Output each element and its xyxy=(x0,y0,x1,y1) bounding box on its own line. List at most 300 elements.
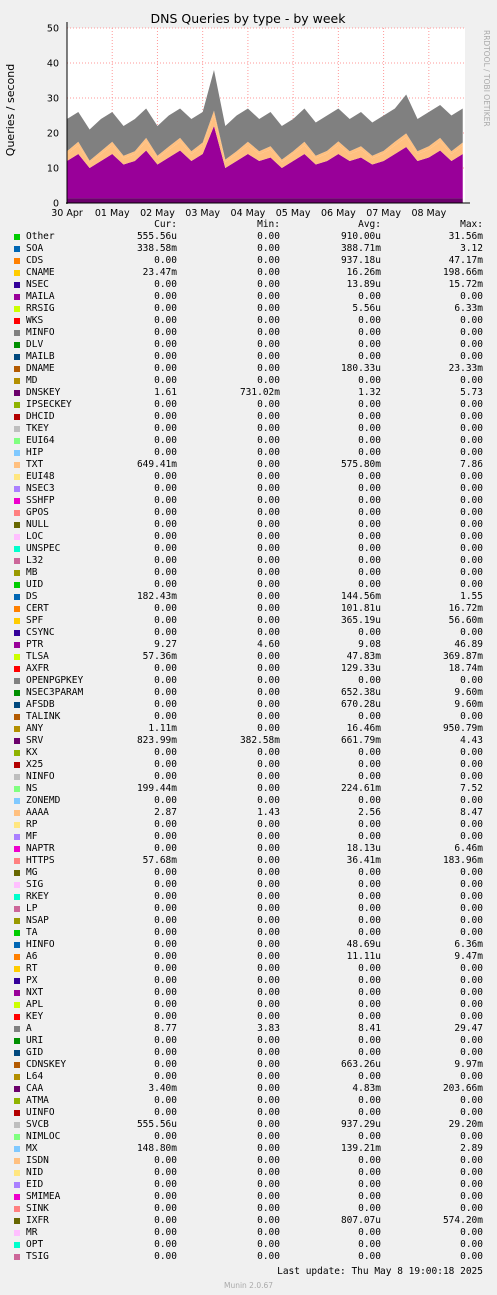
legend-cur: 0.00 xyxy=(154,771,177,782)
legend-row-talink xyxy=(0,711,497,723)
y-tick-label-5: 50 xyxy=(46,23,59,35)
legend-swatch xyxy=(14,858,20,864)
legend-swatch xyxy=(14,918,20,924)
legend-avg: 2.56 xyxy=(358,807,381,818)
y-axis-label: Queries / second xyxy=(4,63,17,157)
legend-avg: 0.00 xyxy=(358,423,381,434)
legend-min: 0.00 xyxy=(257,1071,280,1082)
legend-row-nsec3param xyxy=(0,687,497,699)
legend-cur: 0.00 xyxy=(154,555,177,566)
legend-cur: 0.00 xyxy=(154,963,177,974)
legend-swatch xyxy=(14,1002,20,1008)
legend-min: 0.00 xyxy=(257,831,280,842)
legend-min: 0.00 xyxy=(257,471,280,482)
legend-avg: 47.83m xyxy=(346,651,381,662)
legend-row-smimea xyxy=(0,1191,497,1203)
legend-min: 0.00 xyxy=(257,255,280,266)
legend-avg: 36.41m xyxy=(346,855,381,866)
legend-name: CAA xyxy=(26,1083,44,1094)
legend-name: EUI48 xyxy=(26,471,55,482)
legend-cur: 0.00 xyxy=(154,327,177,338)
legend-avg: 0.00 xyxy=(358,519,381,530)
legend-min: 0.00 xyxy=(257,1035,280,1046)
legend-row-eui48 xyxy=(0,471,497,483)
legend-max: 0.00 xyxy=(460,831,483,842)
legend-row-unspec xyxy=(0,543,497,555)
legend-row-ds xyxy=(0,591,497,603)
legend-min: 0.00 xyxy=(257,567,280,578)
legend-max: 7.52 xyxy=(460,783,483,794)
legend-row-hinfo xyxy=(0,939,497,951)
legend-swatch xyxy=(14,1122,20,1128)
legend-avg: 0.00 xyxy=(358,1047,381,1058)
legend-max: 0.00 xyxy=(460,351,483,362)
legend-swatch xyxy=(14,834,20,840)
legend-min: 4.60 xyxy=(257,639,280,650)
legend-max: 0.00 xyxy=(460,627,483,638)
x-tick-label-2: 02 May xyxy=(140,208,175,219)
legend-cur: 57.68m xyxy=(142,855,177,866)
legend-name: CERT xyxy=(26,603,49,614)
legend-cur: 0.00 xyxy=(154,423,177,434)
legend-swatch xyxy=(14,234,20,240)
legend-max: 0.00 xyxy=(460,879,483,890)
legend-row-ptr xyxy=(0,639,497,651)
munin-version: Munin 2.0.67 xyxy=(223,1281,274,1290)
legend-avg: 0.00 xyxy=(358,507,381,518)
legend-name: CDS xyxy=(26,255,44,266)
legend-row-md xyxy=(0,375,497,387)
legend-name: URI xyxy=(26,1035,44,1046)
legend-row-dlv xyxy=(0,339,497,351)
legend-max: 0.00 xyxy=(460,1011,483,1022)
legend-min: 0.00 xyxy=(257,1131,280,1142)
legend-row-key xyxy=(0,1011,497,1023)
x-tick-label-1: 01 May xyxy=(94,208,130,219)
legend-min: 0.00 xyxy=(257,1059,280,1070)
legend-min: 0.00 xyxy=(257,1179,280,1190)
legend-max: 9.60m xyxy=(454,699,483,710)
legend-max: 2.89 xyxy=(460,1143,483,1154)
legend-max: 56.60m xyxy=(448,615,483,626)
legend-max: 0.00 xyxy=(460,1095,483,1106)
legend-row-cdnskey xyxy=(0,1059,497,1071)
legend-cur: 0.00 xyxy=(154,903,177,914)
legend-max: 0.00 xyxy=(460,1191,483,1202)
legend-row-nxt xyxy=(0,987,497,999)
legend-cur: 182.43m xyxy=(136,591,177,602)
legend-name: NINFO xyxy=(26,771,55,782)
legend-avg: 0.00 xyxy=(358,1203,381,1214)
legend-max: 0.00 xyxy=(460,543,483,554)
legend-swatch xyxy=(14,1230,20,1236)
legend-max: 3.12 xyxy=(460,243,483,254)
legend-row-rkey xyxy=(0,891,497,903)
legend-cur: 0.00 xyxy=(154,1215,177,1226)
legend-cur: 0.00 xyxy=(154,999,177,1010)
legend-row-mailb xyxy=(0,351,497,363)
legend-cur: 0.00 xyxy=(154,1179,177,1190)
legend-row-afsdb xyxy=(0,699,497,711)
legend-swatch xyxy=(14,450,20,456)
legend-row-mg xyxy=(0,867,497,879)
legend-row-cname xyxy=(0,267,497,279)
legend-cur: 0.00 xyxy=(154,1011,177,1022)
legend-name: DS xyxy=(26,591,38,602)
legend-min: 0.00 xyxy=(257,327,280,338)
legend-cur: 823.99m xyxy=(136,735,177,746)
legend-cur: 0.00 xyxy=(154,795,177,806)
legend-min: 0.00 xyxy=(257,315,280,326)
legend-max: 0.00 xyxy=(460,339,483,350)
legend-name: OPT xyxy=(26,1239,44,1250)
legend-cur: 0.00 xyxy=(154,363,177,374)
legend-max: 0.00 xyxy=(460,903,483,914)
legend-name: TALINK xyxy=(26,711,61,722)
legend-avg: 0.00 xyxy=(358,1011,381,1022)
legend-row-ta xyxy=(0,927,497,939)
legend-max: 0.00 xyxy=(460,495,483,506)
legend-max: 0.00 xyxy=(460,819,483,830)
legend-name: X25 xyxy=(26,759,44,770)
legend-name: RT xyxy=(26,963,38,974)
legend-name: MINFO xyxy=(26,327,55,338)
legend-swatch xyxy=(14,810,20,816)
legend-row-aaaa xyxy=(0,807,497,819)
legend-swatch xyxy=(14,462,20,468)
y-tick-label-0: 0 xyxy=(52,198,59,210)
legend-max: 0.00 xyxy=(460,555,483,566)
legend-cur: 0.00 xyxy=(154,711,177,722)
legend-cur: 0.00 xyxy=(154,915,177,926)
legend-swatch xyxy=(14,294,20,300)
legend-max: 7.86 xyxy=(460,459,483,470)
legend-row-lp xyxy=(0,903,497,915)
legend-avg: 937.18u xyxy=(340,255,381,266)
legend-cur: 0.00 xyxy=(154,507,177,518)
legend-avg: 13.89u xyxy=(346,279,381,290)
legend-avg: 652.38u xyxy=(340,687,381,698)
legend-row-atma xyxy=(0,1095,497,1107)
legend-min: 0.00 xyxy=(257,759,280,770)
legend-swatch xyxy=(14,582,20,588)
legend-swatch xyxy=(14,702,20,708)
legend-avg: 0.00 xyxy=(358,471,381,482)
legend-cur: 0.00 xyxy=(154,447,177,458)
legend-avg: 0.00 xyxy=(358,555,381,566)
legend-min: 0.00 xyxy=(257,1107,280,1118)
legend-cur: 0.00 xyxy=(154,351,177,362)
legend-cur: 0.00 xyxy=(154,1131,177,1142)
legend-max: 0.00 xyxy=(460,375,483,386)
legend-name: A xyxy=(26,1023,32,1034)
legend-avg: 0.00 xyxy=(358,327,381,338)
legend-name: NID xyxy=(26,1167,44,1178)
legend-swatch xyxy=(14,414,20,420)
legend-avg: 910.00u xyxy=(340,231,381,242)
legend-swatch xyxy=(14,1026,20,1032)
x-tick-label-0: 30 Apr xyxy=(51,208,83,219)
legend-min: 0.00 xyxy=(257,375,280,386)
legend-row-ixfr xyxy=(0,1215,497,1227)
legend-min: 0.00 xyxy=(257,699,280,710)
legend-max: 0.00 xyxy=(460,1167,483,1178)
legend-name: GID xyxy=(26,1047,44,1058)
legend xyxy=(0,219,497,1263)
legend-row-eid xyxy=(0,1179,497,1191)
legend-swatch xyxy=(14,1086,20,1092)
legend-avg: 0.00 xyxy=(358,483,381,494)
legend-avg: 0.00 xyxy=(358,831,381,842)
legend-cur: 0.00 xyxy=(154,939,177,950)
legend-row-rp xyxy=(0,819,497,831)
legend-swatch xyxy=(14,558,20,564)
legend-row-zonemd xyxy=(0,795,497,807)
legend-max: 0.00 xyxy=(460,1131,483,1142)
legend-name: L64 xyxy=(26,1071,44,1082)
legend-name: CNAME xyxy=(26,267,55,278)
legend-avg: 0.00 xyxy=(358,1191,381,1202)
legend-min: 0.00 xyxy=(257,771,280,782)
legend-max: 0.00 xyxy=(460,975,483,986)
legend-avg: 0.00 xyxy=(358,627,381,638)
legend-avg: 0.00 xyxy=(358,759,381,770)
legend-avg: 0.00 xyxy=(358,351,381,362)
legend-max: 9.97m xyxy=(454,1059,483,1070)
legend-row-nsec3 xyxy=(0,483,497,495)
legend-row-tsig xyxy=(0,1251,497,1263)
legend-avg: 670.28u xyxy=(340,699,381,710)
legend-max: 0.00 xyxy=(460,867,483,878)
legend-name: LP xyxy=(26,903,38,914)
legend-swatch xyxy=(14,774,20,780)
legend-min: 0.00 xyxy=(257,339,280,350)
legend-name: RRSIG xyxy=(26,303,55,314)
legend-swatch xyxy=(14,1206,20,1212)
legend-name: ATMA xyxy=(26,1095,49,1106)
legend-min: 0.00 xyxy=(257,1239,280,1250)
legend-name: MR xyxy=(26,1227,38,1238)
legend-avg: 0.00 xyxy=(358,531,381,542)
legend-name: MX xyxy=(26,1143,38,1154)
header-max: Max: xyxy=(460,219,483,230)
legend-row-openpgpkey xyxy=(0,675,497,687)
legend-name: RP xyxy=(26,819,38,830)
legend-max: 0.00 xyxy=(460,1203,483,1214)
legend-min: 0.00 xyxy=(257,975,280,986)
legend-swatch xyxy=(14,1110,20,1116)
legend-cur: 199.44m xyxy=(136,783,177,794)
legend-cur: 555.56u xyxy=(136,1119,177,1130)
legend-min: 0.00 xyxy=(257,687,280,698)
legend-swatch xyxy=(14,930,20,936)
legend-swatch xyxy=(14,1218,20,1224)
legend-name: SVCB xyxy=(26,1119,49,1130)
y-tick-label-2: 20 xyxy=(46,128,59,140)
legend-avg: 1.32 xyxy=(358,387,381,398)
x-ticks xyxy=(51,208,446,219)
legend-max: 9.47m xyxy=(454,951,483,962)
legend-row-uinfo xyxy=(0,1107,497,1119)
legend-cur: 0.00 xyxy=(154,603,177,614)
legend-row-csync xyxy=(0,627,497,639)
legend-min: 0.00 xyxy=(257,867,280,878)
legend-min: 0.00 xyxy=(257,1191,280,1202)
legend-name: NSEC3 xyxy=(26,483,55,494)
legend-cur: 338.58m xyxy=(136,243,177,254)
legend-max: 16.72m xyxy=(448,603,483,614)
legend-swatch xyxy=(14,846,20,852)
legend-min: 382.58m xyxy=(239,735,280,746)
legend-cur: 0.00 xyxy=(154,291,177,302)
legend-swatch xyxy=(14,270,20,276)
legend-max: 0.00 xyxy=(460,1239,483,1250)
legend-cur: 0.00 xyxy=(154,1239,177,1250)
legend-cur: 0.00 xyxy=(154,579,177,590)
legend-row-tlsa xyxy=(0,651,497,663)
legend-name: DHCID xyxy=(26,411,55,422)
legend-name: NXT xyxy=(26,987,44,998)
legend-cur: 0.00 xyxy=(154,315,177,326)
y-tick-label-4: 40 xyxy=(46,58,59,70)
legend-cur: 649.41m xyxy=(136,459,177,470)
legend-max: 183.96m xyxy=(442,855,483,866)
legend-max: 6.33m xyxy=(454,303,483,314)
legend-max: 0.00 xyxy=(460,927,483,938)
legend-max: 0.00 xyxy=(460,1227,483,1238)
x-tick-label-4: 04 May xyxy=(230,208,266,219)
legend-min: 0.00 xyxy=(257,411,280,422)
legend-avg: 663.26u xyxy=(340,1059,381,1070)
legend-swatch xyxy=(14,1134,20,1140)
legend-min: 0.00 xyxy=(257,987,280,998)
legend-avg: 0.00 xyxy=(358,399,381,410)
legend-name: NSEC xyxy=(26,279,49,290)
legend-row-mb xyxy=(0,567,497,579)
legend-min: 0.00 xyxy=(257,675,280,686)
legend-min: 0.00 xyxy=(257,243,280,254)
legend-row-https xyxy=(0,855,497,867)
legend-avg: 0.00 xyxy=(358,1035,381,1046)
legend-cur: 0.00 xyxy=(154,879,177,890)
legend-swatch xyxy=(14,438,20,444)
legend-min: 0.00 xyxy=(257,939,280,950)
legend-cur: 8.77 xyxy=(154,1023,177,1034)
legend-swatch xyxy=(14,342,20,348)
legend-avg: 0.00 xyxy=(358,411,381,422)
legend-name: CDNSKEY xyxy=(26,1059,67,1070)
legend-swatch xyxy=(14,534,20,540)
legend-avg: 0.00 xyxy=(358,375,381,386)
legend-row-px xyxy=(0,975,497,987)
legend-swatch xyxy=(14,714,20,720)
legend-row-svcb xyxy=(0,1119,497,1131)
legend-name: SRV xyxy=(26,735,44,746)
legend-max: 0.00 xyxy=(460,519,483,530)
legend-max: 574.20m xyxy=(442,1215,483,1226)
y-tick-label-1: 10 xyxy=(46,163,59,175)
legend-row-uid xyxy=(0,579,497,591)
legend-name: EID xyxy=(26,1179,44,1190)
legend-avg: 8.41 xyxy=(358,1023,381,1034)
legend-avg: 11.11u xyxy=(346,951,381,962)
legend-name: SIG xyxy=(26,879,44,890)
legend-avg: 16.46m xyxy=(346,723,381,734)
legend-name: RKEY xyxy=(26,891,49,902)
legend-swatch xyxy=(14,1170,20,1176)
legend-name: MF xyxy=(26,831,38,842)
legend-cur: 0.00 xyxy=(154,519,177,530)
legend-name: DLV xyxy=(26,339,44,350)
legend-cur: 0.00 xyxy=(154,255,177,266)
legend-swatch xyxy=(14,966,20,972)
legend-row-nsap xyxy=(0,915,497,927)
legend-min: 0.00 xyxy=(257,915,280,926)
legend-max: 0.00 xyxy=(460,795,483,806)
legend-row-dname xyxy=(0,363,497,375)
legend-avg: 0.00 xyxy=(358,543,381,554)
legend-avg: 0.00 xyxy=(358,819,381,830)
legend-avg: 18.13u xyxy=(346,843,381,854)
legend-min: 0.00 xyxy=(257,531,280,542)
legend-cur: 1.11m xyxy=(148,723,177,734)
legend-cur: 0.00 xyxy=(154,543,177,554)
legend-cur: 0.00 xyxy=(154,1035,177,1046)
legend-row-ninfo xyxy=(0,771,497,783)
legend-avg: 0.00 xyxy=(358,495,381,506)
legend-max: 0.00 xyxy=(460,759,483,770)
legend-max: 0.00 xyxy=(460,567,483,578)
legend-avg: 0.00 xyxy=(358,867,381,878)
legend-min: 0.00 xyxy=(257,903,280,914)
legend-max: 198.66m xyxy=(442,267,483,278)
legend-swatch xyxy=(14,570,20,576)
legend-min: 0.00 xyxy=(257,891,280,902)
legend-min: 0.00 xyxy=(257,303,280,314)
legend-avg: 0.00 xyxy=(358,1179,381,1190)
legend-avg: 180.33u xyxy=(340,363,381,374)
legend-max: 1.55 xyxy=(460,591,483,602)
legend-cur: 0.00 xyxy=(154,1047,177,1058)
legend-cur: 0.00 xyxy=(154,891,177,902)
legend-min: 0.00 xyxy=(257,543,280,554)
legend-avg: 0.00 xyxy=(358,1095,381,1106)
legend-row-a xyxy=(0,1023,497,1035)
legend-row-tkey xyxy=(0,423,497,435)
legend-row-opt xyxy=(0,1239,497,1251)
legend-avg: 0.00 xyxy=(358,963,381,974)
legend-row-ns xyxy=(0,783,497,795)
area-dnskey xyxy=(67,198,463,203)
legend-row-txt xyxy=(0,459,497,471)
legend-avg: 0.00 xyxy=(358,567,381,578)
legend-swatch xyxy=(14,630,20,636)
legend-name: MG xyxy=(26,867,38,878)
legend-avg: 0.00 xyxy=(358,747,381,758)
legend-avg: 0.00 xyxy=(358,435,381,446)
legend-max: 0.00 xyxy=(460,1155,483,1166)
legend-swatch xyxy=(14,1242,20,1248)
legend-max: 0.00 xyxy=(460,411,483,422)
legend-avg: 0.00 xyxy=(358,1107,381,1118)
legend-cur: 0.00 xyxy=(154,411,177,422)
legend-row-l32 xyxy=(0,555,497,567)
legend-avg: 0.00 xyxy=(358,1071,381,1082)
legend-min: 0.00 xyxy=(257,927,280,938)
legend-swatch xyxy=(14,498,20,504)
legend-max: 0.00 xyxy=(460,987,483,998)
legend-cur: 0.00 xyxy=(154,1227,177,1238)
